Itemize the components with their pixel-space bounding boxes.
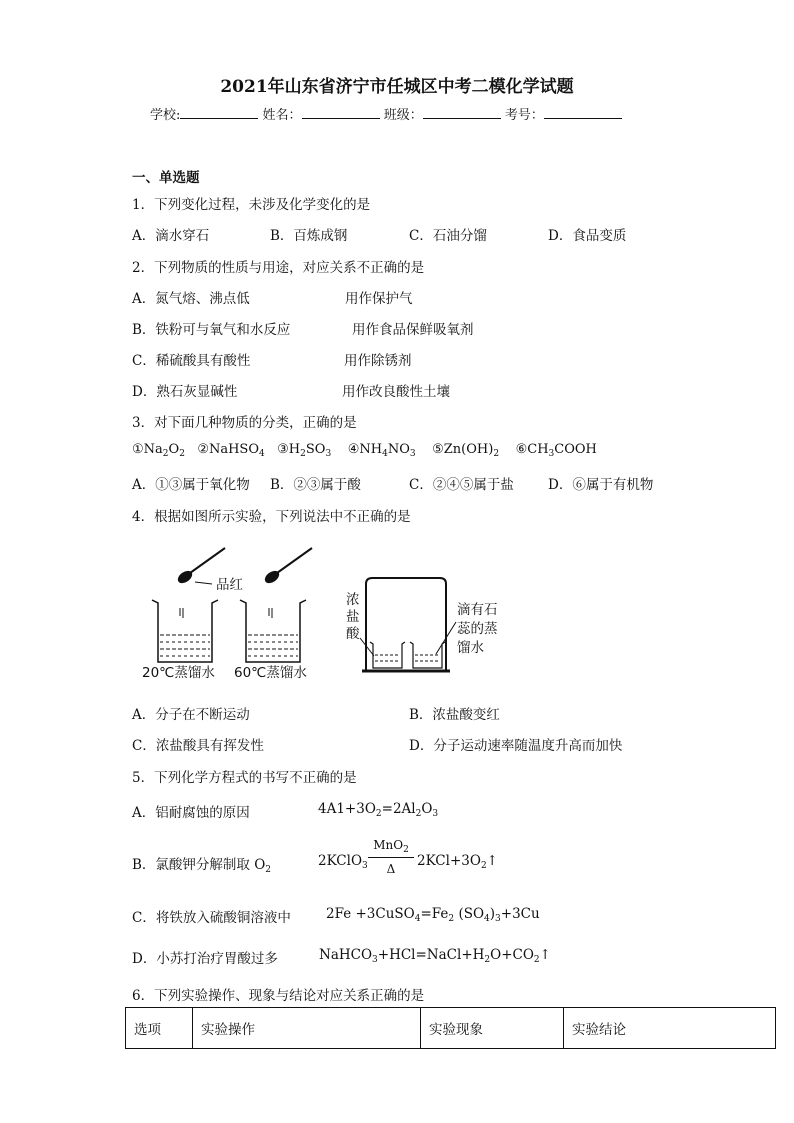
q4-stem: 4．根据如图所示实验，下列说法中不正确的是 — [132, 509, 411, 525]
q2-option-b-use: 用作食品保鲜吸氧剂 — [352, 322, 474, 338]
name-blank[interactable] — [302, 106, 380, 119]
q2-option-a-use: 用作保护气 — [345, 291, 413, 307]
student-info-line — [150, 104, 622, 123]
q5-equation-b-products: $2KCl+3O_2↑$ — [417, 853, 498, 871]
litmus-label-2: 蕊的蒸 — [457, 621, 498, 637]
q5-equation-b: 2KClO$_3$ — [318, 853, 368, 871]
q5-option-c[interactable]: C．将铁放入硫酸铜溶液中 — [132, 910, 291, 926]
q5-option-b-wrap[interactable]: B．氯酸钾分解制取 $O_2$ — [132, 857, 272, 875]
beaker-20c — [152, 600, 218, 662]
litmus-label-3: 馏水 — [457, 640, 484, 656]
q2-option-b[interactable]: B．铁粉可与氧气和水反应 — [132, 322, 291, 338]
page-title: 2021年山东省济宁市任城区中考二模化学试题 — [220, 77, 574, 97]
number-blank[interactable] — [544, 106, 622, 119]
q2-option-a[interactable]: A．氮气熔、沸点低 — [132, 291, 250, 307]
table-header-cell: 实验现象 — [421, 1008, 564, 1049]
q5-heat-symbol: Δ — [386, 862, 396, 876]
q4-option-c[interactable]: C．浓盐酸具有挥发性 — [132, 738, 264, 754]
q2-option-c-use: 用作除锈剂 — [344, 353, 412, 369]
class-label: 班级： — [383, 108, 423, 123]
q6-table — [125, 1007, 776, 1049]
table-header-cell: 实验操作 — [193, 1008, 421, 1049]
school-label: 学校: — [150, 108, 181, 123]
table-header-cell: 实验结论 — [564, 1008, 776, 1049]
water-20c-label: 20℃蒸馏水 — [142, 665, 215, 681]
q3-stem: 3．对下面几种物质的分类，正确的是 — [132, 415, 357, 431]
q1-option-c[interactable]: C．石油分馏 — [409, 228, 487, 244]
hcl-label-2: 盐 — [346, 609, 360, 625]
q1-option-d[interactable]: D．食品变质 — [548, 228, 627, 244]
school-blank[interactable] — [180, 106, 258, 119]
bell-jar — [362, 578, 450, 671]
q2-option-c[interactable]: C．稀硫酸具有酸性 — [132, 353, 251, 369]
q4-experiment-figure — [130, 540, 550, 690]
q2-option-d-use: 用作改良酸性土壤 — [342, 384, 450, 400]
q6-stem: 6．下列实验操作、现象与结论对应关系正确的是 — [132, 988, 425, 1004]
q5-reaction-bar — [368, 857, 414, 858]
hcl-label-3: 酸 — [346, 626, 360, 642]
small-beaker-hcl — [370, 642, 405, 668]
q1-option-a[interactable]: A．滴水穿石 — [132, 228, 210, 244]
q5-equation-a: $4A1+3O_2=2Al_2O_3$ — [318, 801, 439, 819]
q1-stem: 1．下列变化过程，未涉及化学变化的是 — [132, 197, 371, 213]
q5-option-d[interactable]: D．小苏打治疗胃酸过多 — [132, 951, 278, 967]
q5-option-b[interactable]: B．氯酸钾分解制取 O — [132, 857, 266, 873]
name-label: 姓名： — [262, 108, 302, 123]
q2-stem: 2．下列物质的性质与用途，对应关系不正确的是 — [132, 260, 425, 276]
table-header-row — [126, 1008, 776, 1049]
q2-option-d[interactable]: D．熟石灰显碱性 — [132, 384, 238, 400]
q4-option-a[interactable]: A．分子在不断运动 — [132, 707, 250, 723]
hcl-label-1: 浓 — [346, 592, 360, 608]
q5-stem: 5．下列化学方程式的书写不正确的是 — [132, 770, 357, 786]
q5-catalyst-wrap: MnO$_2$ — [373, 838, 409, 855]
q5-equation-c: $2Fe +3CuSO_4=Fe_2$ $(SO_4)_3+3Cu$ — [326, 906, 540, 924]
pinhong-label: 品红 — [216, 577, 243, 593]
beaker-60c — [240, 600, 306, 662]
q4-option-d[interactable]: D．分子运动速率随温度升高而加快 — [409, 738, 623, 754]
number-label: 考号： — [504, 108, 544, 123]
table-header-cell: 选项 — [126, 1008, 193, 1049]
q5-equation-d: $NaHCO_3+HCl=NaCl+H_2O+CO_2↑$ — [319, 947, 551, 965]
q3-option-a[interactable]: A．①③属于氧化物 — [132, 477, 250, 493]
q4-option-b[interactable]: B．浓盐酸变红 — [409, 707, 500, 723]
section-heading: 一、单选题 — [132, 170, 200, 186]
spoon-2-icon — [263, 548, 312, 586]
water-60c-label: 60℃蒸馏水 — [234, 665, 307, 681]
pinhong-pointer — [195, 582, 212, 584]
q5-option-a[interactable]: A．铝耐腐蚀的原因 — [132, 805, 250, 821]
q3-option-b[interactable]: B．②③属于酸 — [270, 477, 361, 493]
q5-catalyst: MnO — [373, 838, 404, 852]
litmus-label-1: 滴有石 — [457, 602, 498, 618]
q3-option-d[interactable]: D．⑥属于有机物 — [548, 477, 654, 493]
q3-substance-list: $①Na_2O_2$ ②NaHSO$_4$ $③H_2SO_3$ $④NH_4NO_3$ $⑤Zn(OH)_2$ $⑥CH_3COOH$ — [132, 442, 597, 459]
q1-option-b[interactable]: B．百炼成钢 — [270, 228, 348, 244]
small-beaker-litmus — [410, 642, 445, 668]
class-blank[interactable] — [423, 106, 501, 119]
q3-option-c[interactable]: C．②④⑤属于盐 — [409, 477, 514, 493]
